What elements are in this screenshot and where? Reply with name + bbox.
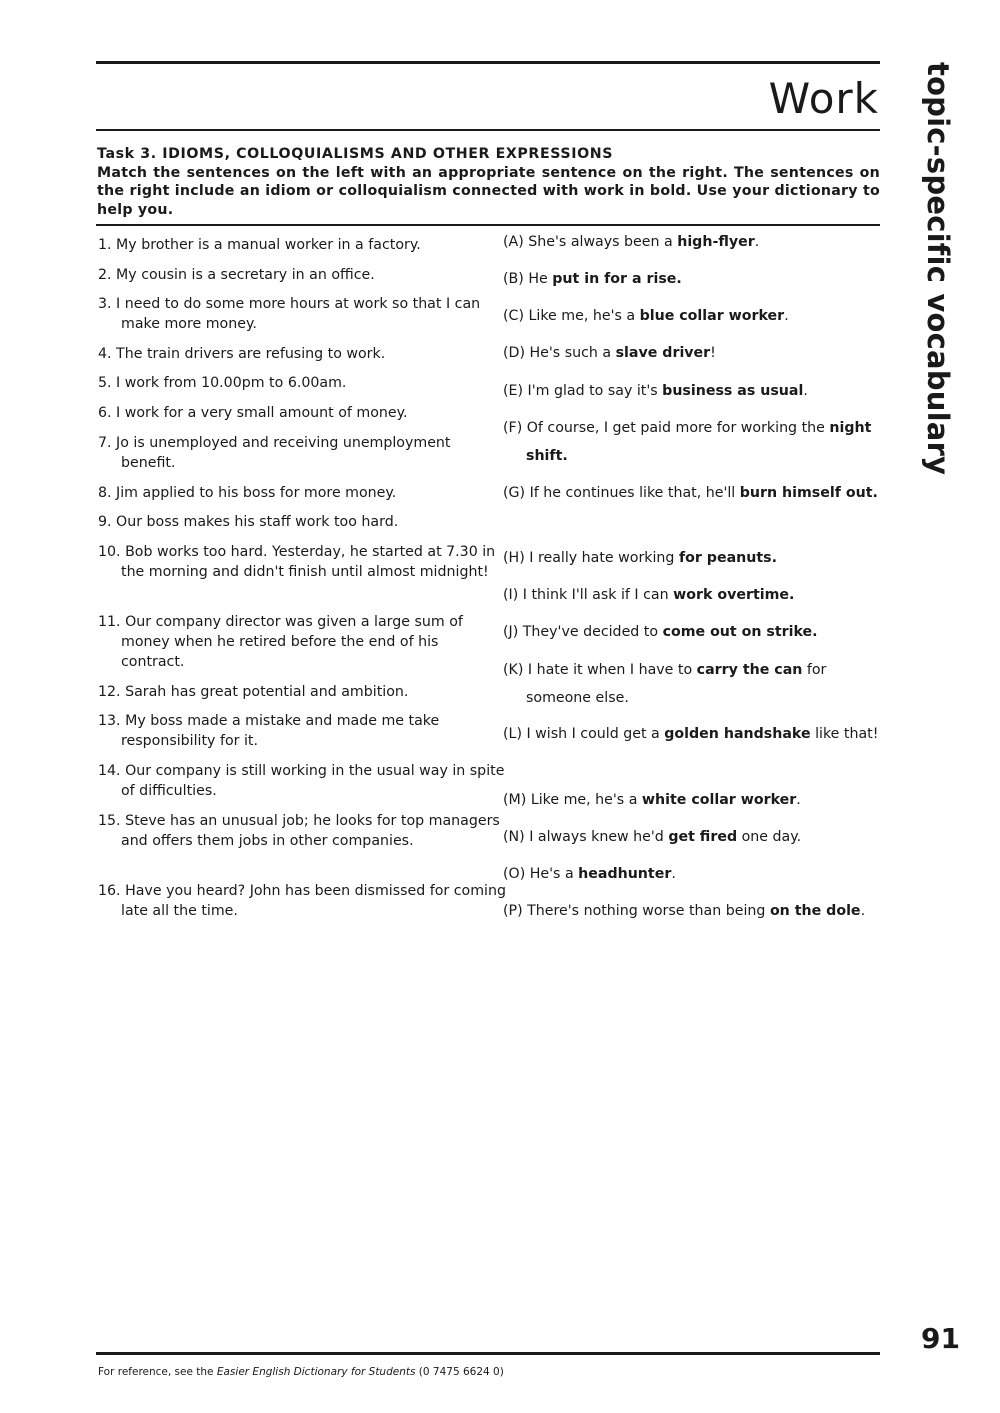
right-item-e: (E) I'm glad to say it's business as usual. [503, 383, 808, 399]
task-instructions: Match the sentences on the left with an appropriate sentence on the right. The sentences on the right include an idiom or colloquialism connected with work in bold. Use your dictionary to help you. [97, 164, 880, 218]
left-item-12: 12. Sarah has great potential and ambition. [98, 684, 409, 700]
left-item-10: 10. Bob works too hard. Yesterday, he started at 7.30 in the morning and didn't finish until almost midnight! [98, 544, 496, 580]
right-item-a: (A) She's always been a high-flyer. [503, 234, 760, 250]
page-number: 91 [921, 1322, 960, 1355]
left-item-14: 14. Our company is still working in the usual way in spite of difficulties. [98, 763, 505, 799]
footer-book-title: Easier English Dictionary for Students [216, 1366, 416, 1378]
title-rule [96, 129, 880, 131]
right-item-d: (D) He's such a slave driver! [503, 345, 716, 361]
task-title: Task 3. IDIOMS, COLLOQUIALISMS AND OTHER EXPRESSIONS [97, 146, 614, 162]
right-item-h: (H) I really hate working for peanuts. [503, 550, 777, 566]
left-item-2: 2. My cousin is a secretary in an office. [98, 267, 375, 283]
right-item-b: (B) He put in for a rise. [503, 271, 682, 287]
left-item-8: 8. Jim applied to his boss for more money. [98, 485, 397, 501]
page-title: Work [768, 74, 879, 123]
right-item-f: (F) Of course, I get paid more for working the night shift. [503, 420, 872, 464]
left-item-15: 15. Steve has an unusual job; he looks for top managers and offers them jobs in other companies. [98, 813, 500, 849]
footer-reference: For reference, see the Easier English Dictionary for Students (0 7475 6624 0) [98, 1366, 504, 1378]
left-item-11: 11. Our company director was given a large sum of money when he retired before the end of his contract. [98, 614, 463, 670]
right-item-g: (G) If he continues like that, he'll burn himself out. [503, 485, 878, 501]
left-item-16: 16. Have you heard? John has been dismissed for coming late all the time. [98, 883, 506, 919]
right-item-p: (P) There's nothing worse than being on the dole. [503, 903, 866, 919]
left-item-13: 13. My boss made a mistake and made me take responsibility for it. [98, 713, 440, 749]
right-item-m: (M) Like me, he's a white collar worker. [503, 792, 801, 808]
left-item-7: 7. Jo is unemployed and receiving unemployment benefit. [98, 435, 451, 471]
sidebar-section-label: topic-specific vocabulary [921, 62, 955, 476]
right-item-j: (J) They've decided to come out on strike. [503, 624, 818, 640]
left-item-4: 4. The train drivers are refusing to work. [98, 346, 386, 362]
bottom-rule [96, 1352, 880, 1355]
right-item-o: (O) He's a headhunter. [503, 866, 676, 882]
right-item-c: (C) Like me, he's a blue collar worker. [503, 308, 789, 324]
right-item-n: (N) I always knew he'd get fired one day. [503, 829, 802, 845]
right-item-l: (L) I wish I could get a golden handshake like that! [503, 726, 879, 742]
left-item-6: 6. I work for a very small amount of money. [98, 405, 408, 421]
top-rule [96, 61, 880, 64]
task-header [97, 145, 880, 219]
left-item-3: 3. I need to do some more hours at work so that I can make more money. [98, 296, 481, 332]
task-rule [96, 224, 880, 226]
right-item-k: (K) I hate it when I have to carry the can for someone else. [503, 662, 827, 706]
left-item-5: 5. I work from 10.00pm to 6.00am. [98, 375, 347, 391]
left-item-1: 1. My brother is a manual worker in a factory. [98, 237, 421, 253]
right-item-i: (I) I think I'll ask if I can work overtime. [503, 587, 795, 603]
left-item-9: 9. Our boss makes his staff work too hard. [98, 514, 399, 530]
